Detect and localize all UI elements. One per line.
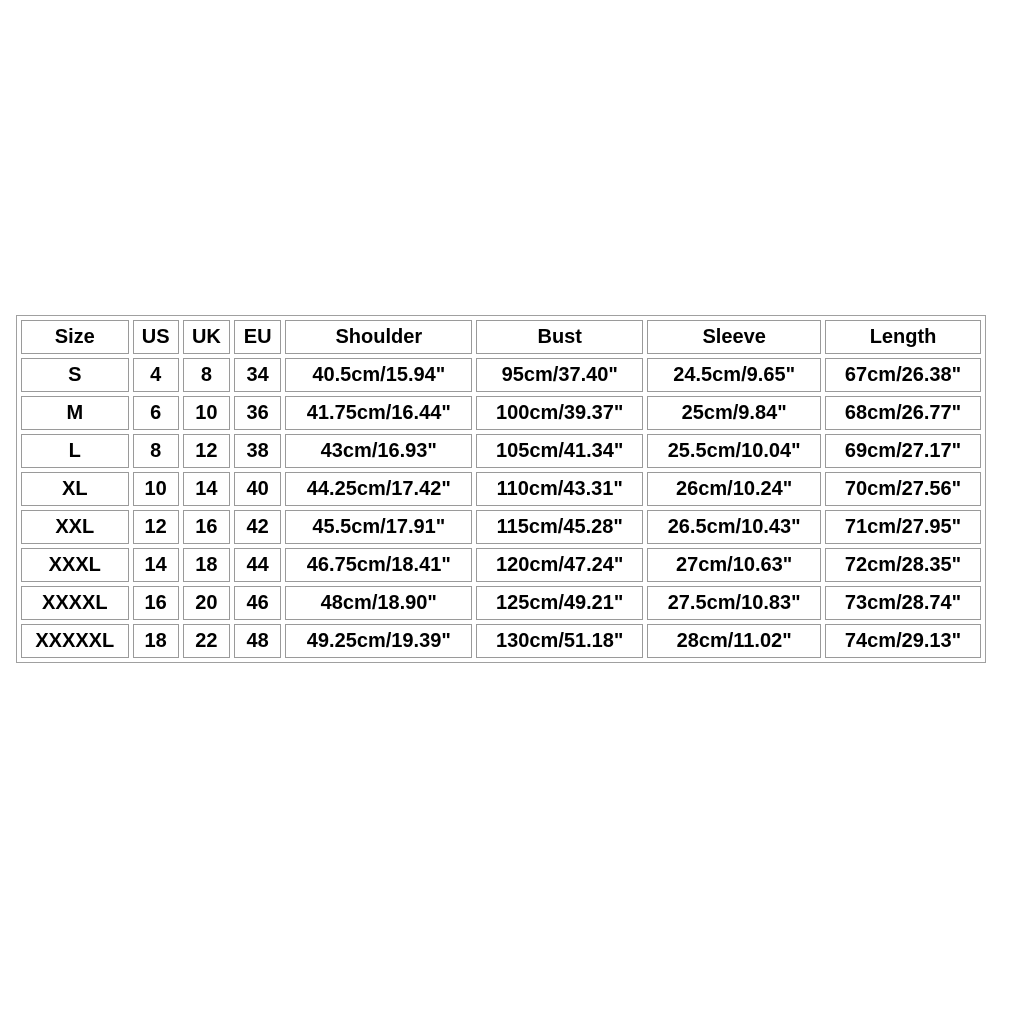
cell-shoulder: 49.25cm/19.39" (285, 624, 472, 658)
cell-length: 68cm/26.77" (825, 396, 981, 430)
cell-length: 74cm/29.13" (825, 624, 981, 658)
cell-size: XXXXXL (21, 624, 129, 658)
cell-bust: 125cm/49.21" (476, 586, 643, 620)
table-row (21, 510, 981, 544)
cell-size: XL (21, 472, 129, 506)
cell-eu: 38 (234, 434, 281, 468)
cell-eu: 40 (234, 472, 281, 506)
table-row (21, 586, 981, 620)
cell-size: XXXXL (21, 586, 129, 620)
cell-sleeve: 27cm/10.63" (647, 548, 821, 582)
cell-eu: 44 (234, 548, 281, 582)
cell-shoulder: 40.5cm/15.94" (285, 358, 472, 392)
header-size: Size (21, 320, 129, 354)
cell-sleeve: 26cm/10.24" (647, 472, 821, 506)
cell-shoulder: 45.5cm/17.91" (285, 510, 472, 544)
header-uk: UK (183, 320, 230, 354)
header-sleeve: Sleeve (647, 320, 821, 354)
cell-sleeve: 24.5cm/9.65" (647, 358, 821, 392)
header-eu: EU (234, 320, 281, 354)
cell-shoulder: 48cm/18.90" (285, 586, 472, 620)
table-row (21, 624, 981, 658)
cell-length: 69cm/27.17" (825, 434, 981, 468)
size-chart-table (16, 315, 986, 663)
cell-uk: 10 (183, 396, 230, 430)
cell-shoulder: 41.75cm/16.44" (285, 396, 472, 430)
cell-uk: 16 (183, 510, 230, 544)
cell-us: 8 (133, 434, 179, 468)
cell-bust: 110cm/43.31" (476, 472, 643, 506)
table-row (21, 434, 981, 468)
cell-bust: 100cm/39.37" (476, 396, 643, 430)
cell-uk: 8 (183, 358, 230, 392)
cell-us: 6 (133, 396, 179, 430)
header-us: US (133, 320, 179, 354)
cell-us: 12 (133, 510, 179, 544)
cell-bust: 115cm/45.28" (476, 510, 643, 544)
cell-eu: 34 (234, 358, 281, 392)
cell-us: 4 (133, 358, 179, 392)
cell-size: XXL (21, 510, 129, 544)
cell-uk: 22 (183, 624, 230, 658)
cell-length: 70cm/27.56" (825, 472, 981, 506)
table-row (21, 358, 981, 392)
table-row (21, 548, 981, 582)
cell-bust: 130cm/51.18" (476, 624, 643, 658)
cell-shoulder: 46.75cm/18.41" (285, 548, 472, 582)
cell-eu: 48 (234, 624, 281, 658)
cell-uk: 14 (183, 472, 230, 506)
cell-size: L (21, 434, 129, 468)
cell-bust: 120cm/47.24" (476, 548, 643, 582)
cell-us: 10 (133, 472, 179, 506)
cell-uk: 12 (183, 434, 230, 468)
cell-us: 14 (133, 548, 179, 582)
header-row (21, 320, 981, 354)
cell-us: 18 (133, 624, 179, 658)
cell-sleeve: 25cm/9.84" (647, 396, 821, 430)
cell-sleeve: 25.5cm/10.04" (647, 434, 821, 468)
cell-sleeve: 28cm/11.02" (647, 624, 821, 658)
cell-size: S (21, 358, 129, 392)
cell-sleeve: 27.5cm/10.83" (647, 586, 821, 620)
cell-bust: 105cm/41.34" (476, 434, 643, 468)
header-bust: Bust (476, 320, 643, 354)
header-length: Length (825, 320, 981, 354)
header-shoulder: Shoulder (285, 320, 472, 354)
cell-shoulder: 44.25cm/17.42" (285, 472, 472, 506)
cell-length: 67cm/26.38" (825, 358, 981, 392)
cell-sleeve: 26.5cm/10.43" (647, 510, 821, 544)
cell-size: XXXL (21, 548, 129, 582)
cell-length: 73cm/28.74" (825, 586, 981, 620)
cell-bust: 95cm/37.40" (476, 358, 643, 392)
cell-eu: 46 (234, 586, 281, 620)
table-header (21, 320, 981, 354)
table-row (21, 472, 981, 506)
table-row (21, 396, 981, 430)
cell-length: 72cm/28.35" (825, 548, 981, 582)
cell-shoulder: 43cm/16.93" (285, 434, 472, 468)
cell-eu: 36 (234, 396, 281, 430)
table-body (21, 358, 981, 658)
cell-length: 71cm/27.95" (825, 510, 981, 544)
cell-uk: 18 (183, 548, 230, 582)
cell-size: M (21, 396, 129, 430)
cell-uk: 20 (183, 586, 230, 620)
cell-eu: 42 (234, 510, 281, 544)
cell-us: 16 (133, 586, 179, 620)
